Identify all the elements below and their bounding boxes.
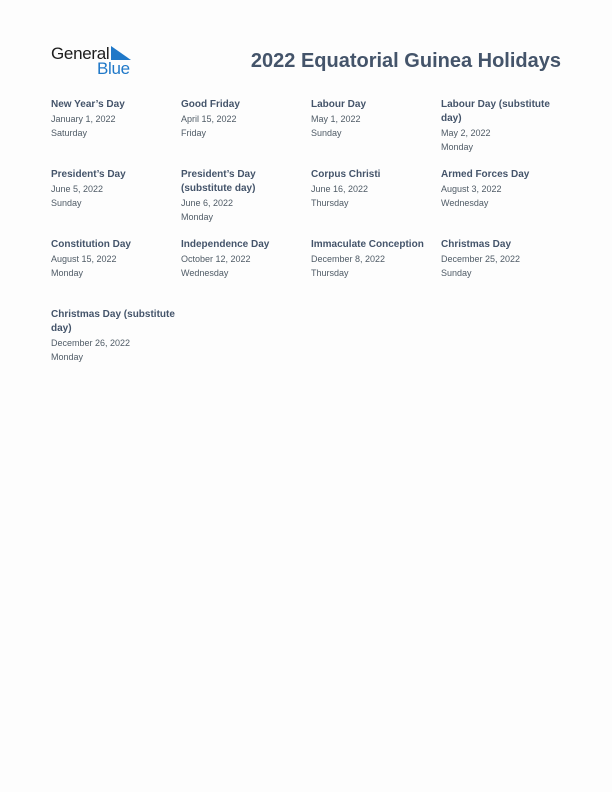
holiday-name: President’s Day <box>51 169 126 180</box>
holiday-name: Immaculate Conception <box>311 239 424 250</box>
holiday-grid <box>51 98 571 378</box>
holiday-weekday: Monday <box>51 268 84 278</box>
holiday-name: Christmas Day <box>441 239 512 250</box>
holiday-weekday: Sunday <box>441 268 472 278</box>
holiday-name: Independence Day <box>181 239 270 250</box>
holiday-name: Armed Forces Day <box>441 169 530 180</box>
holiday-date: June 16, 2022 <box>311 184 369 194</box>
holiday-weekday: Saturday <box>51 128 88 138</box>
generalblue-logo <box>51 44 133 78</box>
holiday-name: Labour Day (substitute day) <box>441 99 550 124</box>
holiday-date: May 2, 2022 <box>441 128 491 138</box>
holiday-name: Corpus Christi <box>311 169 381 180</box>
holiday-name: Good Friday <box>181 99 240 110</box>
holiday-date: August 3, 2022 <box>441 184 502 194</box>
holiday-weekday: Sunday <box>311 128 342 138</box>
holiday-weekday: Wednesday <box>441 198 489 208</box>
holiday-date: January 1, 2022 <box>51 114 116 124</box>
holiday-date: June 6, 2022 <box>181 198 234 208</box>
holiday-name: Constitution Day <box>51 239 131 250</box>
holiday-entry <box>441 98 571 168</box>
logo-word-general: General <box>51 44 110 63</box>
holiday-date: December 25, 2022 <box>441 254 521 264</box>
holiday-entry <box>51 238 181 308</box>
holiday-date: December 8, 2022 <box>311 254 386 264</box>
holiday-entry <box>441 238 571 308</box>
holiday-name: President’s Day (substitute day) <box>181 169 256 194</box>
holiday-name: New Year’s Day <box>51 99 125 110</box>
holiday-entry <box>441 168 571 238</box>
holiday-entry <box>51 308 181 378</box>
holiday-weekday: Monday <box>181 212 214 222</box>
holiday-date: August 15, 2022 <box>51 254 117 264</box>
holiday-weekday: Sunday <box>51 198 82 208</box>
holiday-entry <box>311 168 441 238</box>
holiday-date: October 12, 2022 <box>181 254 251 264</box>
holiday-name: Christmas Day (substitute day) <box>51 309 175 334</box>
holiday-weekday: Monday <box>441 142 474 152</box>
holiday-weekday: Wednesday <box>181 268 229 278</box>
holiday-entry <box>181 238 311 308</box>
holiday-entry <box>51 168 181 238</box>
holiday-weekday: Thursday <box>311 268 349 278</box>
holiday-entry <box>51 98 181 168</box>
holiday-entry <box>181 98 311 168</box>
holiday-weekday: Thursday <box>311 198 349 208</box>
logo-word-blue: Blue <box>97 59 130 78</box>
holiday-date: June 5, 2022 <box>51 184 104 194</box>
holiday-weekday: Monday <box>51 352 84 362</box>
holiday-entry <box>181 168 311 238</box>
holiday-entry <box>311 98 441 168</box>
holiday-date: May 1, 2022 <box>311 114 361 124</box>
page-title: 2022 Equatorial Guinea Holidays <box>250 50 561 72</box>
holiday-weekday: Friday <box>181 128 207 138</box>
logo-triangle-icon <box>111 46 131 60</box>
holiday-entry <box>311 238 441 308</box>
holiday-date: April 15, 2022 <box>181 114 237 124</box>
holiday-date: December 26, 2022 <box>51 338 131 348</box>
holiday-name: Labour Day <box>311 99 367 110</box>
